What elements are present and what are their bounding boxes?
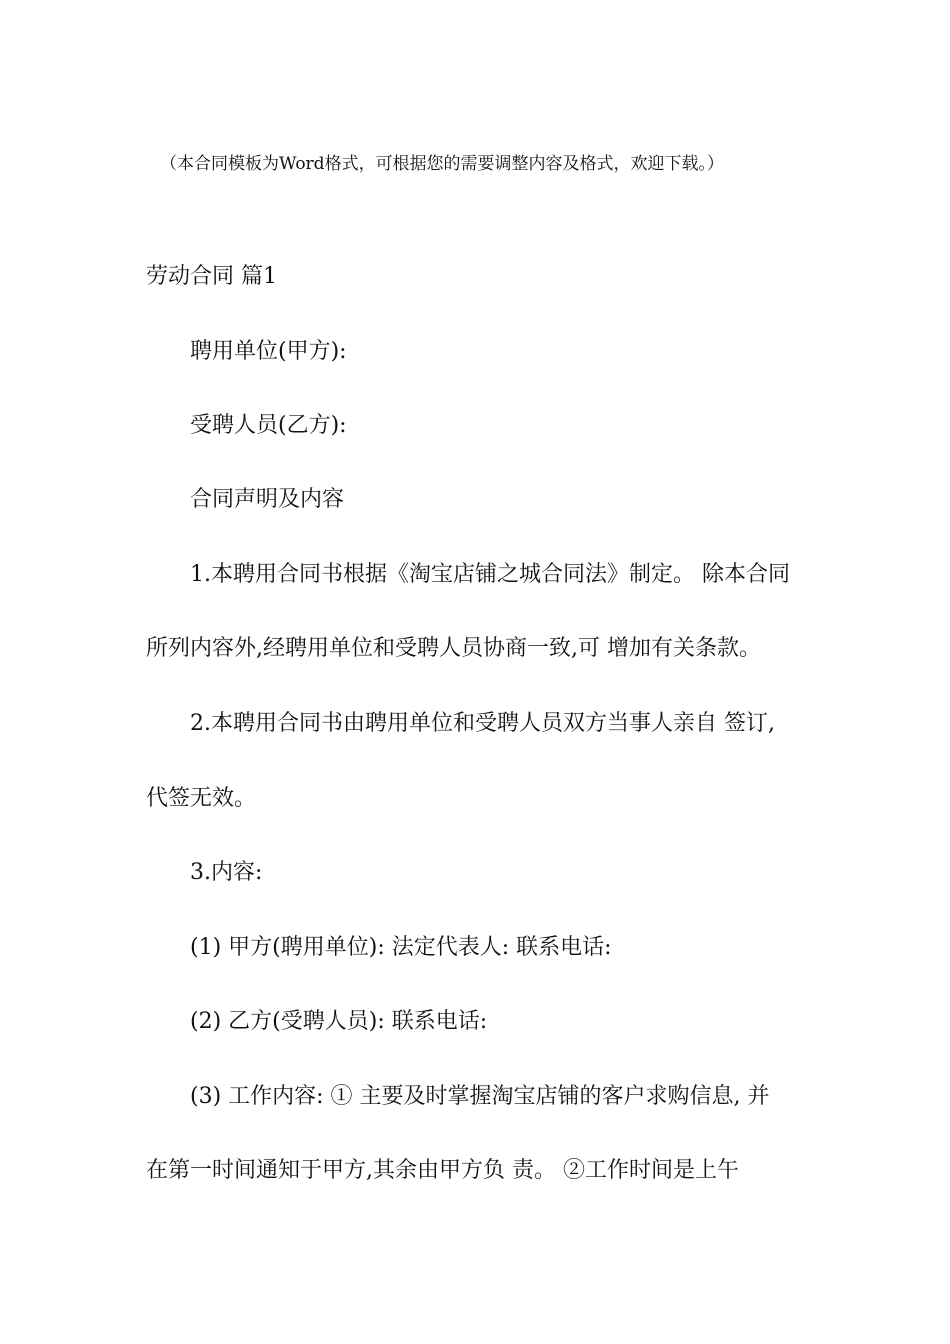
clause-2-line-1: 2.本聘用合同书由聘用单位和受聘人员双方当事人亲自 签订, bbox=[190, 711, 775, 736]
clause-3-item-3-line-2: 在第一时间通知于甲方,其余由甲方负 责。 ②工作时间是上午 bbox=[146, 1158, 739, 1183]
clause-3-item-2: (2) 乙方(受聘人员): 联系电话: bbox=[190, 1009, 488, 1034]
template-note: （本合同模板为Word格式，可根据您的需要调整内容及格式，欢迎下载。） bbox=[160, 154, 725, 174]
contract-statement-heading: 合同声明及内容 bbox=[190, 487, 345, 512]
clause-3-item-3-line-1: (3) 工作内容: ① 主要及时掌握淘宝店铺的客户求购信息, 并 bbox=[190, 1084, 770, 1109]
clause-2-line-2: 代签无效。 bbox=[146, 786, 257, 811]
clause-1-line-2: 所列内容外,经聘用单位和受聘人员协商一致,可 增加有关条款。 bbox=[146, 636, 761, 661]
document-title: 劳动合同 篇1 bbox=[146, 264, 277, 289]
employee-line: 受聘人员(乙方): bbox=[190, 413, 347, 438]
clause-1-line-1: 1.本聘用合同书根据《淘宝店铺之城合同法》制定。 除本合同 bbox=[190, 562, 790, 587]
clause-3-item-1: (1) 甲方(聘用单位): 法定代表人: 联系电话: bbox=[190, 935, 612, 960]
clause-3-heading: 3.内容: bbox=[190, 860, 263, 885]
employer-line: 聘用单位(甲方): bbox=[190, 339, 347, 364]
